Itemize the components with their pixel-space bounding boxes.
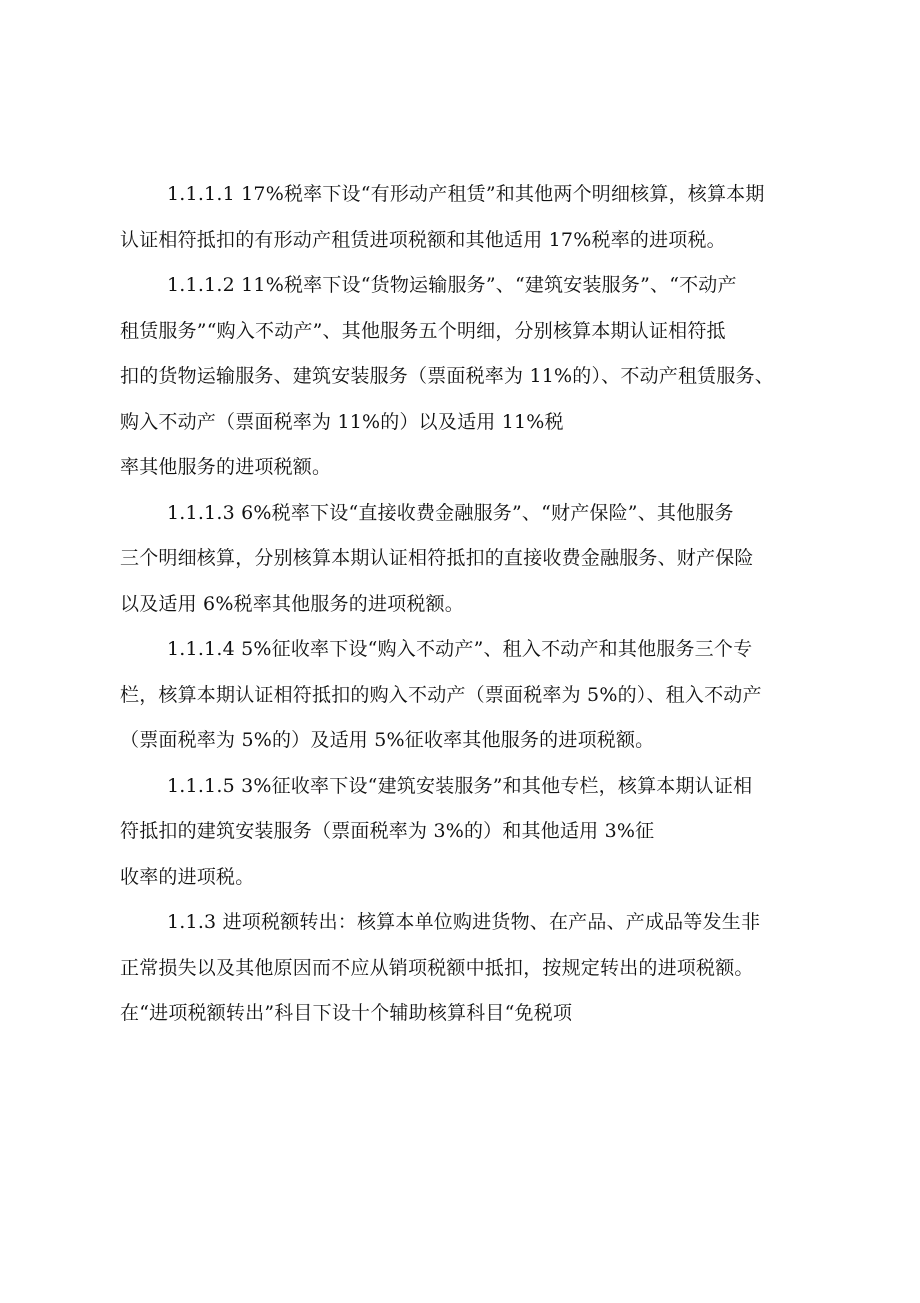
paragraph-3-percent-collection-rate bbox=[120, 764, 810, 901]
text-line: 认证相符抵扣的有形动产租赁进项税额和其他适用 17%税率的进项税。 bbox=[120, 228, 726, 251]
text-line: 扣的货物运输服务、建筑安装服务（票面税率为 11%的）、不动产租赁服务、 bbox=[120, 365, 774, 387]
text-line: 栏，核算本期认证相符抵扣的购入不动产（票面税率为 5%的）、租入不动产 bbox=[120, 683, 762, 706]
text-line: 三个明细核算，分别核算本期认证相符抵扣的直接收费金融服务、财产保险 bbox=[120, 547, 754, 569]
text-line: （票面税率为 5%的）及适用 5%征收率其他服务的进项税额。 bbox=[120, 729, 655, 751]
text-line: 1.1.3 进项税额转出：核算本单位购进货物、在产品、产成品等发生非 bbox=[167, 911, 761, 933]
text-line: 在“进项税额转出”科目下设十个辅助核算科目“免税项 bbox=[120, 1002, 573, 1024]
text-line: 收率的进项税。 bbox=[120, 865, 255, 888]
paragraph-11-percent-rate bbox=[120, 263, 810, 491]
text-line: 符抵扣的建筑安装服务（票面税率为 3%的）和其他适用 3%征 bbox=[120, 820, 655, 842]
paragraph-5-percent-collection-rate bbox=[120, 627, 810, 764]
paragraph-input-tax-transfer-out bbox=[120, 900, 810, 1037]
paragraph-17-percent-rate bbox=[120, 172, 810, 263]
paragraph-6-percent-rate bbox=[120, 491, 810, 628]
text-line: 1.1.1.2 11%税率下设“货物运输服务”、“建筑安装服务”、“不动产 bbox=[167, 274, 737, 296]
text-line: 正常损失以及其他原因而不应从销项税额中抵扣，按规定转出的进项税额。 bbox=[120, 956, 754, 979]
text-line: 购入不动产（票面税率为 11%的）以及适用 11%税 bbox=[120, 410, 564, 433]
text-line: 1.1.1.3 6%税率下设“直接收费金融服务”、“财产保险”、其他服务 bbox=[167, 501, 734, 524]
text-line: 以及适用 6%税率其他服务的进项税额。 bbox=[120, 592, 464, 615]
text-line: 租赁服务”“购入不动产”、其他服务五个明细，分别核算本期认证相符抵 bbox=[120, 319, 726, 342]
text-line: 1.1.1.4 5%征收率下设“购入不动产”、租入不动产和其他服务三个专 bbox=[167, 638, 753, 660]
document-body bbox=[120, 172, 810, 1037]
text-line: 率其他服务的进项税额。 bbox=[120, 456, 332, 478]
text-line: 1.1.1.5 3%征收率下设“建筑安装服务”和其他专栏，核算本期认证相 bbox=[167, 774, 753, 797]
text-line: 1.1.1.1 17%税率下设“有形动产租赁”和其他两个明细核算，核算本期 bbox=[167, 183, 765, 205]
